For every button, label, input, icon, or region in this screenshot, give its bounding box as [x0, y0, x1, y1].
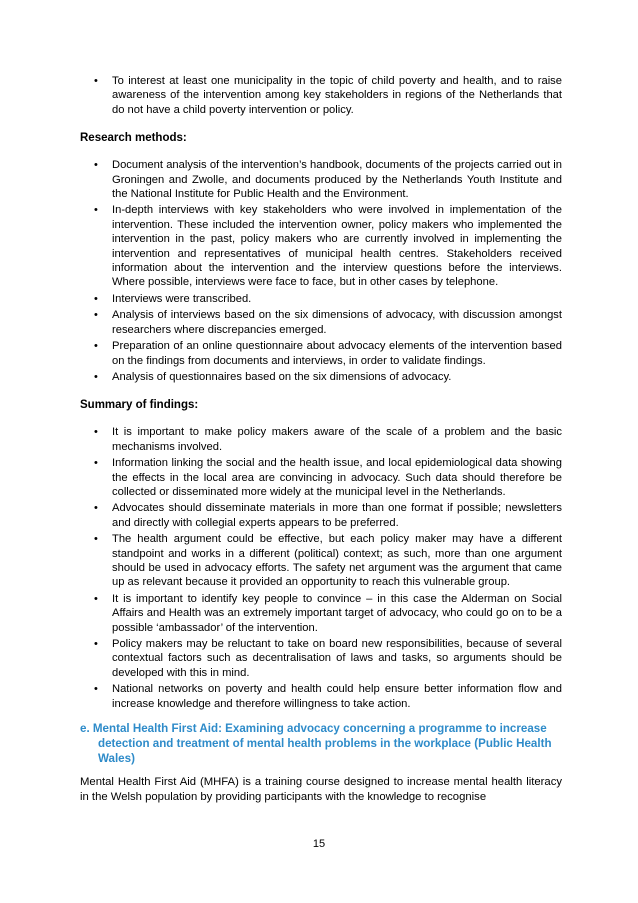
- list-item: • It is important to make policy makers aware of the scale of a problem and the basic mechanisms involved.: [94, 426, 562, 453]
- list-item: • Advocates should disseminate materials in more than one format if possible; newsletters and directly with collegial experts appears to be preferred.: [94, 502, 562, 529]
- list-item: • Policy makers may be reluctant to take on board new responsibilities, because of several contextual factors such as decentralisation of laws and tasks, so arguments should be developed with this in mind.: [94, 638, 562, 679]
- summary-findings-heading: Summary of findings:: [80, 399, 199, 412]
- list-item: • In-depth interviews with key stakeholders who were involved in implementation of the intervention. These included the intervention owner, policy makers who implemented the intervention in the past, policy makers who are currently involved in implementing the intervention and representatives of municipal health centres. Stakeholders received information about the intervention and the interview questions before the interviews. Where possible, interviews were face to face, but in other cases by telephone.: [94, 204, 562, 289]
- section-e-paragraph: Mental Health First Aid (MHFA) is a training course designed to increase mental health literacy in the Welsh population by providing participants with the knowledge to recognise: [80, 776, 562, 804]
- bullet-icon: •: [94, 502, 98, 515]
- page-content: [80, 74, 562, 805]
- bullet-icon: •: [94, 683, 98, 696]
- list-item: • It is important to identify key people to convince – in this case the Alderman on Social Affairs and Health was an extremely important target of advocacy, who could go on to be a possible ‘ambassador’ of the intervention.: [94, 592, 562, 634]
- bullet-icon: •: [94, 370, 98, 383]
- list-item: • Information linking the social and the health issue, and local epidemiological data showing the effects in the local area are convincing in advocacy. Such data should therefore be collected or disseminated more widely at the municipal level in the Netherlands.: [94, 457, 562, 498]
- list-item: • Analysis of interviews based on the six dimensions of advocacy, with discussion amongst researchers where discrepancies emerged.: [94, 309, 562, 336]
- list-item: • Interviews were transcribed.: [94, 292, 252, 305]
- bullet-icon: •: [94, 426, 98, 439]
- list-item: • Analysis of questionnaires based on the six dimensions of advocacy.: [94, 370, 452, 383]
- bullet-icon: •: [94, 340, 98, 353]
- bullet-icon: •: [94, 204, 98, 217]
- list-item: • The health argument could be effective, but each policy maker may have a different standpoint and works in a different (political) context; as such, more than one argument should be used in advocacy efforts. The safety net argument was the argument that came up as relevant because it provided an opportunity to reach this vulnerable group.: [94, 533, 562, 589]
- bullet-icon: •: [94, 638, 98, 650]
- summary-findings-list: [80, 425, 562, 711]
- bullet-icon: •: [94, 159, 98, 172]
- page-number: 15: [312, 838, 326, 850]
- list-item: • To interest at least one municipality in the topic of child poverty and health, and to raise awareness of the intervention among key stakeholders in regions of the Netherlands that do not have a child poverty intervention or policy.: [94, 75, 562, 116]
- bullet-icon: •: [94, 533, 98, 546]
- bullet-icon: •: [94, 592, 98, 605]
- list-item: • National networks on poverty and health could help ensure better information flow and increase knowledge and therefore willingness to take action.: [94, 683, 562, 710]
- bullet-icon: •: [94, 75, 98, 87]
- bullet-icon: •: [94, 292, 98, 305]
- research-methods-list: [80, 158, 562, 384]
- list-item: • Preparation of an online questionnaire about advocacy elements of the intervention based on the findings from documents and interviews, in order to validate findings.: [94, 340, 562, 367]
- list-item: • Document analysis of the intervention’s handbook, documents of the projects carried out in Groningen and Zwolle, and documents produced by the Netherlands Youth Institute and the National Institute for Public Health and the Environment.: [94, 159, 562, 201]
- intro-bullet-list: [80, 74, 562, 117]
- research-methods-heading: Research methods:: [80, 132, 187, 145]
- section-e-heading: e. Mental Health First Aid: Examining advocacy concerning a programme to increase detection and treatment of mental health problems in the workplace (Public Health Wales): [80, 722, 552, 766]
- bullet-icon: •: [94, 309, 98, 322]
- bullet-icon: •: [94, 457, 98, 470]
